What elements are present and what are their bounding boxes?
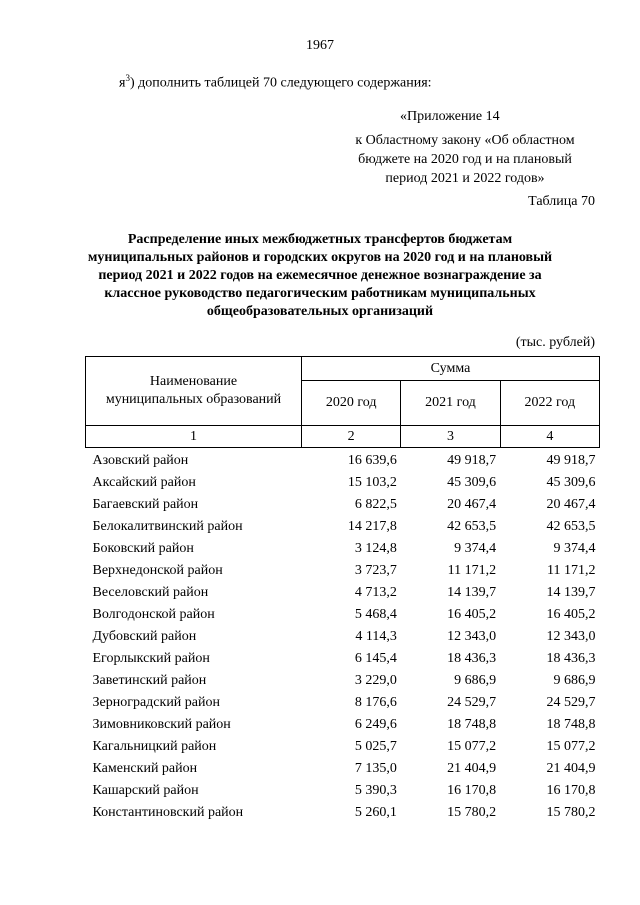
table-row <box>86 516 600 538</box>
value-2021-cell: 11 171,2 <box>447 563 497 578</box>
value-2021-cell: 9 686,9 <box>454 673 497 688</box>
intro-text: ) дополнить таблицей 70 следующего содержания: <box>129 75 432 91</box>
value-2022-cell: 16 170,8 <box>546 783 596 798</box>
value-2021-cell: 16 405,2 <box>447 607 497 622</box>
value-2020-cell: 5 025,7 <box>354 739 397 754</box>
value-2022-cell: 16 405,2 <box>546 607 596 622</box>
header-sum: Сумма <box>302 357 600 381</box>
value-2021-cell: 21 404,9 <box>447 761 497 776</box>
value-2020-cell: 4 713,2 <box>354 585 397 600</box>
value-2021-cell: 14 139,7 <box>447 585 497 600</box>
municipality-cell: Багаевский район <box>92 497 199 512</box>
units-label: (тыс. рублей) <box>515 335 595 350</box>
municipality-cell: Верхнедонской район <box>92 563 223 578</box>
value-2021-cell: 12 343,0 <box>447 629 497 644</box>
municipality-cell: Кашарский район <box>92 783 199 798</box>
column-number: 4 <box>500 426 599 448</box>
value-2020-cell: 3 124,8 <box>354 541 397 556</box>
value-2022-cell: 49 918,7 <box>546 453 596 468</box>
intro-superscript: 3 <box>125 73 130 83</box>
header-year-2022: 2022 год <box>500 381 599 426</box>
table-row <box>86 626 600 648</box>
table-row <box>86 582 600 604</box>
value-2021-cell: 15 077,2 <box>447 739 497 754</box>
municipality-cell: Белокалитвинский район <box>92 519 243 534</box>
value-2022-cell: 18 748,8 <box>546 717 596 732</box>
heading-line: классное руководство педагогическим работникам муниципальных <box>104 286 536 301</box>
value-2020-cell: 8 176,6 <box>354 695 397 710</box>
value-2020-cell: 3 723,7 <box>354 563 397 578</box>
page-number: 1967 <box>306 38 334 53</box>
heading-line: муниципальных районов и городских округов на 2020 год и на плановый <box>87 250 553 265</box>
value-2022-cell: 12 343,0 <box>546 629 596 644</box>
table-row <box>86 648 600 670</box>
municipality-cell: Зимовниковский район <box>92 717 231 732</box>
value-2021-cell: 45 309,6 <box>447 475 497 490</box>
appendix-line: период 2021 и 2022 годов» <box>385 171 545 186</box>
table-row <box>86 538 600 560</box>
municipality-cell: Волгодонской район <box>92 607 215 622</box>
value-2020-cell: 5 468,4 <box>354 607 397 622</box>
appendix-title: «Приложение 14 <box>400 109 500 124</box>
table-row <box>86 802 600 824</box>
table-row <box>86 472 600 494</box>
column-number: 3 <box>401 426 500 448</box>
value-2020-cell: 3 229,0 <box>354 673 397 688</box>
municipality-cell: Аксайский район <box>92 475 196 490</box>
heading-line: период 2021 и 2022 годов на ежемесячное денежное вознаграждение за <box>98 268 542 283</box>
value-2020-cell: 7 135,0 <box>354 761 397 776</box>
table-body <box>86 448 600 825</box>
value-2022-cell: 42 653,5 <box>546 519 596 534</box>
table-row <box>86 714 600 736</box>
table-heading <box>80 231 560 321</box>
municipality-cell: Заветинский район <box>92 673 207 688</box>
value-2021-cell: 16 170,8 <box>447 783 497 798</box>
municipality-cell: Кагальницкий район <box>92 739 217 754</box>
value-2020-cell: 16 639,6 <box>347 453 397 468</box>
value-2021-cell: 49 918,7 <box>447 453 497 468</box>
value-2022-cell: 18 436,3 <box>546 651 596 666</box>
value-2022-cell: 45 309,6 <box>546 475 596 490</box>
value-2021-cell: 24 529,7 <box>447 695 497 710</box>
header-year-2021: 2021 год <box>401 381 500 426</box>
municipality-cell: Веселовский район <box>92 585 209 600</box>
header-municipality <box>86 357 302 426</box>
table-row <box>86 736 600 758</box>
value-2022-cell: 20 467,4 <box>546 497 596 512</box>
value-2020-cell: 5 260,1 <box>354 805 397 820</box>
value-2020-cell: 4 114,3 <box>355 629 397 644</box>
value-2020-cell: 6 822,5 <box>354 497 397 512</box>
table-row <box>86 494 600 516</box>
value-2020-cell: 6 249,6 <box>354 717 397 732</box>
value-2020-cell: 6 145,4 <box>354 651 397 666</box>
municipality-cell: Константиновский район <box>92 805 244 820</box>
value-2022-cell: 15 077,2 <box>546 739 596 754</box>
value-2021-cell: 18 436,3 <box>447 651 497 666</box>
column-number: 2 <box>302 426 401 448</box>
header-year-2020: 2020 год <box>302 381 401 426</box>
value-2020-cell: 14 217,8 <box>347 519 397 534</box>
appendix-line: к Областному закону «Об областном <box>355 133 575 148</box>
table-number: Таблица 70 <box>528 194 595 209</box>
value-2020-cell: 5 390,3 <box>354 783 397 798</box>
value-2021-cell: 18 748,8 <box>447 717 497 732</box>
municipality-cell: Каменский район <box>92 761 198 776</box>
municipality-cell: Дубовский район <box>92 629 197 644</box>
value-2020-cell: 15 103,2 <box>347 475 397 490</box>
table-row <box>86 758 600 780</box>
column-number: 1 <box>86 426 302 448</box>
value-2022-cell: 15 780,2 <box>546 805 596 820</box>
header-name-line: муниципальных образований <box>105 392 282 407</box>
table-header <box>86 357 600 448</box>
table-row <box>86 670 600 692</box>
value-2021-cell: 9 374,4 <box>454 541 497 556</box>
table-row <box>86 448 600 473</box>
value-2022-cell: 21 404,9 <box>546 761 596 776</box>
municipality-cell: Зерноградский район <box>92 695 220 710</box>
value-2021-cell: 20 467,4 <box>447 497 497 512</box>
value-2022-cell: 9 374,4 <box>553 541 596 556</box>
value-2022-cell: 24 529,7 <box>546 695 596 710</box>
transfers-table <box>85 356 600 824</box>
intro-prefix: я <box>119 75 126 91</box>
value-2022-cell: 9 686,9 <box>553 673 596 688</box>
municipality-cell: Егорлыкский район <box>92 651 210 666</box>
value-2022-cell: 14 139,7 <box>546 585 596 600</box>
value-2021-cell: 42 653,5 <box>447 519 497 534</box>
table-row <box>86 560 600 582</box>
municipality-cell: Боковский район <box>92 541 194 556</box>
municipality-cell: Азовский район <box>92 453 189 468</box>
appendix-line: бюджете на 2020 год и на плановый <box>358 152 572 167</box>
table-row <box>86 780 600 802</box>
table-row <box>86 692 600 714</box>
header-name-line: Наименование <box>149 374 238 389</box>
intro-paragraph <box>119 73 432 92</box>
heading-line: Распределение иных межбюджетных трансфертов бюджетам <box>127 232 513 247</box>
value-2021-cell: 15 780,2 <box>447 805 497 820</box>
table-row <box>86 604 600 626</box>
appendix-subtitle <box>330 131 600 188</box>
value-2022-cell: 11 171,2 <box>547 563 596 578</box>
heading-line: общеобразовательных организаций <box>206 304 434 319</box>
